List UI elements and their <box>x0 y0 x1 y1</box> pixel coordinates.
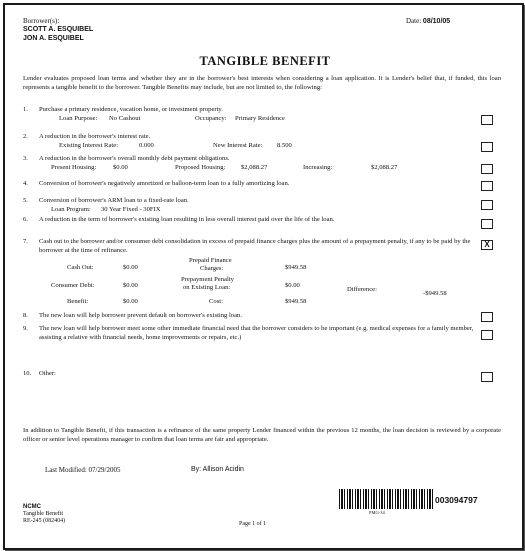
consumer-debt-label: Consumer Debt: <box>51 282 95 289</box>
new-rate-label: New Interest Rate: <box>213 142 263 149</box>
barcode <box>339 489 434 509</box>
item-number: 5. <box>23 197 28 204</box>
date-label: Date: <box>406 17 422 25</box>
difference-label: Difference: <box>347 286 377 293</box>
loan-purpose-label: Loan Purpose: <box>59 115 98 122</box>
existing-rate-value: 0.000 <box>139 142 154 149</box>
item-number: 10. <box>23 370 32 377</box>
checkbox-item-1[interactable] <box>481 115 493 125</box>
cash-out-value: $0.00 <box>123 264 138 271</box>
checkbox-item-3[interactable] <box>481 164 493 174</box>
item-text: Purchase a primary residence, vacation home, or investment property. <box>39 106 223 113</box>
increasing-value: $2,088.27 <box>371 164 398 171</box>
last-modified: Last Modified: 07/29/2005 <box>45 466 121 474</box>
borrower-name-2: JON A. ESQUIBEL <box>23 35 84 42</box>
present-housing-label: Present Housing: <box>51 164 97 171</box>
page-number: Page 1 of 1 <box>239 521 267 527</box>
item-text: A reduction in the borrower's interest rate. <box>39 133 151 140</box>
item-number: 8. <box>23 312 28 319</box>
form-info <box>23 504 65 526</box>
prepayment-penalty-label-2: on Existing Loan: <box>183 284 231 291</box>
checkbox-item-10[interactable] <box>481 372 493 382</box>
prepayment-penalty-value: $0.00 <box>285 282 300 289</box>
new-rate-value: 8.500 <box>277 142 292 149</box>
document-frame <box>3 3 524 550</box>
item-text: A reduction in the borrower's overall monthly debt payment obligations. <box>39 155 230 162</box>
form-company: NCMC <box>23 504 41 510</box>
loan-program-label: Loan Program: <box>51 206 91 213</box>
loan-purpose-value: No Cashout <box>109 115 141 122</box>
prepared-by: By: Allison Acidin <box>191 466 244 473</box>
document-number: 003094797 <box>435 495 478 505</box>
occupancy-label: Occupancy: <box>195 115 227 122</box>
checkbox-item-5[interactable] <box>481 200 493 210</box>
form-code: RE-245 (082404) <box>23 518 66 525</box>
checkbox-item-6[interactable] <box>481 219 493 229</box>
loan-program-value: 30 Year Fixed - 30FIX <box>101 206 161 213</box>
page-title: TANGIBLE BENEFIT <box>199 54 331 68</box>
item-number: 4. <box>23 180 28 187</box>
occupancy-value: Primary Residence <box>235 115 285 122</box>
difference-value: -$949.58 <box>423 290 447 297</box>
existing-rate-label: Existing Interest Rate: <box>59 142 118 149</box>
date-value: 08/10/05 <box>422 18 451 25</box>
checkbox-item-8[interactable] <box>481 312 493 322</box>
date-field <box>406 17 450 27</box>
benefit-label: Benefit: <box>67 298 89 305</box>
item-text: Conversion of borrower's negatively amortized or balloon-term loan to a fully amortizing loan. <box>39 180 290 187</box>
prepaid-charges-value: $949.58 <box>285 264 307 271</box>
consumer-debt-value: $0.00 <box>123 282 138 289</box>
benefit-value: $0.00 <box>123 298 138 305</box>
barcode-label: PMG-34 <box>369 510 385 515</box>
item-number: 7. <box>23 238 28 245</box>
increasing-label: Increasing: <box>303 164 333 171</box>
item-text: Other: <box>39 370 56 377</box>
footer-note: In addition to Tangible Benefit, if this transaction is a refinance of the same property Lender financed within the previous 12 months, the loan decision is reviewed by a corporate officer or senior level operations manager to confirm that loan terms are fair and appropriate. <box>23 427 501 443</box>
item-number: 6. <box>23 216 28 223</box>
cash-out-label: Cash Out: <box>67 264 94 271</box>
borrowers-label: Borrower(s): <box>23 17 60 25</box>
checkbox-item-7[interactable]: X <box>481 240 493 250</box>
item-number: 9. <box>23 325 28 332</box>
checkbox-item-4[interactable] <box>481 181 493 191</box>
form-name: Tangible Benefit <box>23 511 64 518</box>
item-text: Conversion of borrower's ARM loan to a fixed-rate loan. <box>39 197 189 204</box>
prepaid-charges-label-2: Charges: <box>200 265 224 272</box>
borrower-name-1: SCOTT A. ESQUIBEL <box>23 26 94 33</box>
present-housing-value: $0.00 <box>113 164 128 171</box>
prepaid-charges-label-1: Prepaid Finance <box>189 257 232 264</box>
cost-value: $949.58 <box>285 298 307 305</box>
item-text: A reduction in the term of borrower's existing loan resulting in less overall interest paid over the life of the loan. <box>39 216 335 223</box>
document-page <box>23 14 507 544</box>
cost-label: Cost: <box>209 298 223 305</box>
intro-paragraph: Lender evaluates proposed loan terms and whether they are in the borrower's best interests when considering a loan application. It is Lender's belief that, if funded, this loan represents a tangible benefit to the borrower. Tangible Benefits may include, but are not limited to, the following: <box>23 75 501 91</box>
checkbox-item-9[interactable] <box>481 330 493 340</box>
checkbox-item-2[interactable] <box>481 142 493 152</box>
proposed-housing-value: $2,088.27 <box>241 164 268 171</box>
proposed-housing-label: Proposed Housing: <box>175 164 226 171</box>
item-text: The new loan will help borrower meet some other immediate financial need that the borrower considers to be important (e.g. medical expenses for a family member, assisting a relative with financial needs, home improvements or repairs, etc.) <box>39 325 474 341</box>
item-text: Cash out to the borrower and/or consumer debt consolidation in excess of prepaid finance charges plus the amount of a prepayment penalty, if any to be paid by the borrower at the time of refinance. <box>39 238 471 254</box>
item-number: 1. <box>23 106 28 113</box>
prepayment-penalty-label-1: Prepayment Penalty <box>181 276 234 283</box>
item-number: 2. <box>23 133 28 140</box>
item-number: 3. <box>23 155 28 162</box>
item-text: The new loan will help borrower prevent default on borrower's existing loan. <box>39 312 242 319</box>
